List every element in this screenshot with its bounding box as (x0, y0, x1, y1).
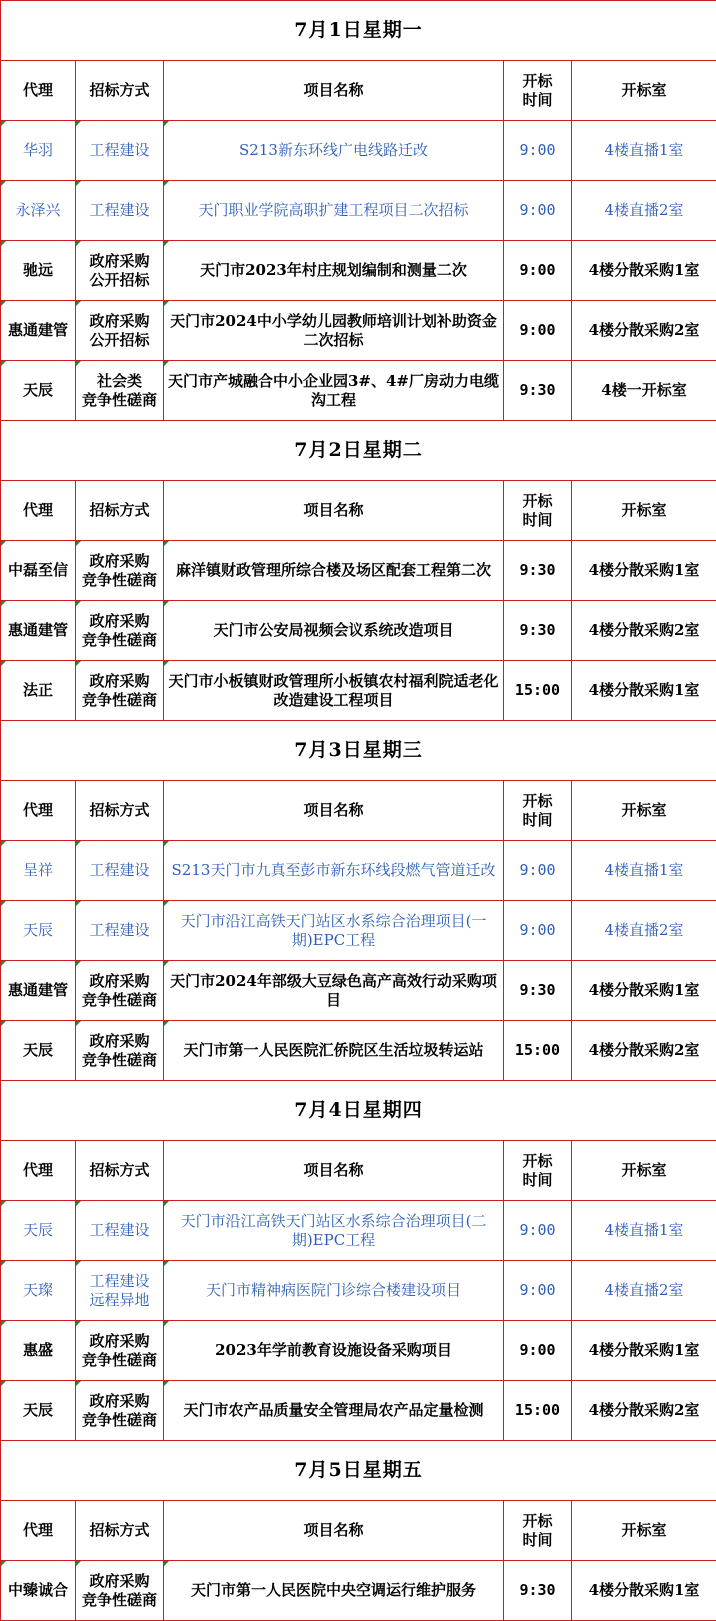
table-row (1, 181, 716, 241)
table-row (1, 601, 716, 661)
day-title: 7月5日星期五 (1, 1441, 716, 1501)
header-room: 开标室 (572, 781, 716, 841)
method-cell (76, 901, 164, 961)
time-cell: 9:00 (504, 181, 572, 241)
cell-line: 时间 (522, 510, 553, 529)
time-cell: 9:30 (504, 1561, 572, 1621)
method-cell (76, 1561, 164, 1621)
room-cell: 4楼直播1室 (572, 1201, 716, 1261)
time-cell: 9:00 (504, 841, 572, 901)
day-title-row (1, 1, 716, 61)
cell-corner-marker (76, 1381, 81, 1386)
cell-line: 工程建设 (89, 861, 150, 879)
cell-corner-marker (164, 1321, 169, 1326)
table-row (1, 1261, 716, 1321)
project-name-cell: 天门市第一人民医院汇侨院区生活垃圾转运站 (164, 1021, 504, 1081)
project-name-cell: 天门市2024中小学幼儿园教师培训计划补助资金二次招标 (164, 301, 504, 361)
time-cell: 9:00 (504, 1201, 572, 1261)
method-cell (76, 301, 164, 361)
header-time-lines (506, 1512, 569, 1550)
cell-corner-marker (76, 541, 81, 546)
room-cell: 4楼分散采购1室 (572, 661, 716, 721)
cell-corner-marker (76, 1021, 81, 1026)
header-project: 项目名称 (164, 61, 504, 121)
method-cell (76, 541, 164, 601)
header-method: 招标方式 (76, 1501, 164, 1561)
cell-corner-marker (76, 1321, 81, 1326)
cell-corner-marker (164, 1201, 169, 1206)
table-row (1, 901, 716, 961)
cell-line: 政府采购 (89, 1391, 150, 1410)
table-row (1, 1381, 716, 1441)
room-cell: 4楼一开标室 (572, 361, 716, 421)
method-cell-lines (78, 1032, 161, 1070)
method-cell (76, 661, 164, 721)
project-name-cell: 2023年学前教育设施设备采购项目 (164, 1321, 504, 1381)
cell-corner-marker (1, 1201, 6, 1206)
cell-corner-marker (76, 121, 81, 126)
header-room: 开标室 (572, 61, 716, 121)
cell-corner-marker (1, 601, 6, 606)
agent-cell: 惠通建管 (1, 301, 76, 361)
cell-corner-marker (76, 841, 81, 846)
method-cell (76, 241, 164, 301)
time-cell: 9:00 (504, 241, 572, 301)
agent-cell: 天辰 (1, 901, 76, 961)
cell-line: 时间 (522, 1530, 553, 1549)
table-row (1, 1561, 716, 1621)
cell-line: 开标 (522, 1511, 553, 1530)
cell-corner-marker (1, 661, 6, 666)
cell-corner-marker (164, 661, 169, 666)
header-time (504, 481, 572, 541)
cell-corner-marker (1, 181, 6, 186)
header-agent: 代理 (1, 1501, 76, 1561)
cell-line: 竞争性磋商 (81, 570, 157, 589)
cell-line: 政府采购 (89, 1031, 150, 1050)
cell-corner-marker (164, 1261, 169, 1266)
cell-line: 政府采购 (89, 1331, 150, 1350)
cell-corner-marker (1, 541, 6, 546)
method-cell (76, 961, 164, 1021)
time-cell: 9:00 (504, 1321, 572, 1381)
cell-corner-marker (164, 541, 169, 546)
cell-corner-marker (1, 1561, 6, 1566)
cell-corner-marker (1, 1381, 6, 1386)
cell-corner-marker (1, 1021, 6, 1026)
header-agent: 代理 (1, 781, 76, 841)
agent-cell: 天辰 (1, 1381, 76, 1441)
header-time (504, 1501, 572, 1561)
cell-line: 政府采购 (89, 971, 150, 990)
cell-line: 开标 (522, 491, 553, 510)
agent-cell: 天辰 (1, 1021, 76, 1081)
room-cell: 4楼直播2室 (572, 901, 716, 961)
day-title-row (1, 1441, 716, 1501)
agent-cell: 惠盛 (1, 1321, 76, 1381)
method-cell (76, 121, 164, 181)
table-row (1, 1021, 716, 1081)
header-project: 项目名称 (164, 1141, 504, 1201)
cell-line: 时间 (522, 810, 553, 829)
cell-corner-marker (1, 961, 6, 966)
cell-line: 竞争性磋商 (81, 1350, 157, 1369)
cell-line: 开标 (522, 791, 553, 810)
cell-corner-marker (1, 301, 6, 306)
header-time (504, 61, 572, 121)
cell-line: 政府采购 (89, 611, 150, 630)
day-title-row (1, 421, 716, 481)
project-name-cell: 天门市产城融合中小企业园3#、4#厂房动力电缆沟工程 (164, 361, 504, 421)
cell-corner-marker (1, 241, 6, 246)
cell-corner-marker (76, 361, 81, 366)
method-cell-lines (78, 141, 161, 160)
header-time-lines (506, 1152, 569, 1190)
cell-line: 工程建设 (89, 1271, 150, 1290)
method-cell-lines (78, 312, 161, 350)
cell-corner-marker (76, 961, 81, 966)
agent-cell: 永泽兴 (1, 181, 76, 241)
header-method: 招标方式 (76, 61, 164, 121)
day-title: 7月1日星期一 (1, 1, 716, 61)
cell-corner-marker (76, 181, 81, 186)
cell-corner-marker (76, 901, 81, 906)
agent-cell: 惠通建管 (1, 601, 76, 661)
cell-corner-marker (1, 1261, 6, 1266)
cell-corner-marker (164, 601, 169, 606)
cell-line: 竞争性磋商 (81, 390, 157, 409)
project-name-cell: 天门市小板镇财政管理所小板镇农村福利院适老化改造建设工程项目 (164, 661, 504, 721)
table-row (1, 1321, 716, 1381)
method-cell (76, 1261, 164, 1321)
header-time-lines (506, 492, 569, 530)
agent-cell: 法正 (1, 661, 76, 721)
header-method: 招标方式 (76, 1141, 164, 1201)
method-cell-lines (78, 612, 161, 650)
table-row (1, 1201, 716, 1261)
cell-line: 竞争性磋商 (81, 690, 157, 709)
method-cell-lines (78, 972, 161, 1010)
time-cell: 9:30 (504, 961, 572, 1021)
table-row (1, 661, 716, 721)
time-cell: 9:00 (504, 1261, 572, 1321)
cell-line: 竞争性磋商 (81, 1410, 157, 1429)
header-time (504, 1141, 572, 1201)
table-row (1, 121, 716, 181)
cell-line: 时间 (522, 1170, 553, 1189)
agent-cell: 天璨 (1, 1261, 76, 1321)
cell-corner-marker (164, 1381, 169, 1386)
cell-line: 政府采购 (89, 1571, 150, 1590)
table-row (1, 961, 716, 1021)
project-name-cell: S213新东环线广电线路迁改 (164, 121, 504, 181)
cell-corner-marker (164, 241, 169, 246)
project-name-cell: 天门市第一人民医院中央空调运行维护服务 (164, 1561, 504, 1621)
cell-corner-marker (164, 961, 169, 966)
method-cell (76, 841, 164, 901)
header-time-lines (506, 72, 569, 110)
header-time (504, 781, 572, 841)
time-cell: 9:00 (504, 121, 572, 181)
cell-line: 竞争性磋商 (81, 630, 157, 649)
method-cell-lines (78, 921, 161, 940)
cell-corner-marker (1, 121, 6, 126)
project-name-cell: 天门市沿江高铁天门站区水系综合治理项目(一期)EPC工程 (164, 901, 504, 961)
agent-cell: 中臻诚合 (1, 1561, 76, 1621)
method-cell-lines (78, 861, 161, 880)
agent-cell: 天辰 (1, 1201, 76, 1261)
cell-line: 开标 (522, 71, 553, 90)
method-cell-lines (78, 552, 161, 590)
column-header-row (1, 61, 716, 121)
day-title: 7月4日星期四 (1, 1081, 716, 1141)
cell-line: 开标 (522, 1151, 553, 1170)
column-header-row (1, 1501, 716, 1561)
room-cell: 4楼分散采购1室 (572, 961, 716, 1021)
cell-line: 政府采购 (89, 671, 150, 690)
time-cell: 9:30 (504, 541, 572, 601)
cell-line: 竞争性磋商 (81, 1050, 157, 1069)
agent-cell: 天辰 (1, 361, 76, 421)
room-cell: 4楼分散采购1室 (572, 1321, 716, 1381)
room-cell: 4楼分散采购2室 (572, 1381, 716, 1441)
cell-line: 工程建设 (89, 1221, 150, 1239)
column-header-row (1, 481, 716, 541)
cell-corner-marker (1, 1321, 6, 1326)
table-row (1, 241, 716, 301)
header-room: 开标室 (572, 1501, 716, 1561)
project-name-cell: 天门职业学院高职扩建工程项目二次招标 (164, 181, 504, 241)
cell-corner-marker (76, 301, 81, 306)
method-cell (76, 601, 164, 661)
cell-line: 政府采购 (89, 251, 150, 270)
cell-corner-marker (164, 361, 169, 366)
header-agent: 代理 (1, 61, 76, 121)
method-cell (76, 1201, 164, 1261)
header-room: 开标室 (572, 1141, 716, 1201)
day-title: 7月2日星期二 (1, 421, 716, 481)
project-name-cell: 天门市沿江高铁天门站区水系综合治理项目(二期)EPC工程 (164, 1201, 504, 1261)
header-method: 招标方式 (76, 481, 164, 541)
header-time-lines (506, 792, 569, 830)
room-cell: 4楼分散采购1室 (572, 1561, 716, 1621)
cell-corner-marker (76, 661, 81, 666)
cell-line: 政府采购 (89, 551, 150, 570)
header-method: 招标方式 (76, 781, 164, 841)
time-cell: 9:00 (504, 901, 572, 961)
header-project: 项目名称 (164, 781, 504, 841)
method-cell-lines (78, 252, 161, 290)
method-cell-lines (78, 1272, 161, 1310)
column-header-row (1, 1141, 716, 1201)
cell-corner-marker (76, 241, 81, 246)
header-agent: 代理 (1, 1141, 76, 1201)
cell-line: 时间 (522, 90, 553, 109)
header-room: 开标室 (572, 481, 716, 541)
cell-corner-marker (164, 1561, 169, 1566)
cell-corner-marker (164, 121, 169, 126)
room-cell: 4楼直播1室 (572, 121, 716, 181)
header-agent: 代理 (1, 481, 76, 541)
project-name-cell: 天门市2023年村庄规划编制和测量二次 (164, 241, 504, 301)
cell-corner-marker (76, 601, 81, 606)
agent-cell: 呈祥 (1, 841, 76, 901)
time-cell: 9:30 (504, 361, 572, 421)
method-cell (76, 361, 164, 421)
cell-corner-marker (164, 901, 169, 906)
method-cell-lines (78, 1332, 161, 1370)
method-cell-lines (78, 1221, 161, 1240)
room-cell: 4楼分散采购2室 (572, 301, 716, 361)
cell-corner-marker (1, 361, 6, 366)
cell-corner-marker (1, 901, 6, 906)
cell-corner-marker (76, 1561, 81, 1566)
room-cell: 4楼直播2室 (572, 181, 716, 241)
method-cell-lines (78, 672, 161, 710)
cell-corner-marker (164, 301, 169, 306)
method-cell-lines (78, 1572, 161, 1610)
method-cell (76, 1381, 164, 1441)
room-cell: 4楼分散采购2室 (572, 601, 716, 661)
table-row (1, 841, 716, 901)
method-cell (76, 181, 164, 241)
project-name-cell: 天门市精神病医院门诊综合楼建设项目 (164, 1261, 504, 1321)
day-title: 7月3日星期三 (1, 721, 716, 781)
cell-line: 政府采购 (89, 311, 150, 330)
cell-line: 工程建设 (89, 141, 150, 159)
room-cell: 4楼直播2室 (572, 1261, 716, 1321)
project-name-cell: 天门市公安局视频会议系统改造项目 (164, 601, 504, 661)
project-name-cell: S213天门市九真至彭市新东环线段燃气管道迁改 (164, 841, 504, 901)
time-cell: 15:00 (504, 1381, 572, 1441)
cell-line: 竞争性磋商 (81, 1590, 157, 1609)
header-project: 项目名称 (164, 481, 504, 541)
room-cell: 4楼分散采购2室 (572, 1021, 716, 1081)
day-title-row (1, 1081, 716, 1141)
room-cell: 4楼分散采购1室 (572, 541, 716, 601)
cell-line: 社会类 (96, 371, 142, 390)
method-cell (76, 1321, 164, 1381)
agent-cell: 中磊至信 (1, 541, 76, 601)
cell-line: 公开招标 (89, 270, 150, 289)
agent-cell: 驰远 (1, 241, 76, 301)
cell-corner-marker (164, 1021, 169, 1026)
cell-corner-marker (164, 181, 169, 186)
table-row (1, 361, 716, 421)
table-row (1, 301, 716, 361)
cell-line: 竞争性磋商 (81, 990, 157, 1009)
header-project: 项目名称 (164, 1501, 504, 1561)
method-cell-lines (78, 1392, 161, 1430)
cell-line: 工程建设 (89, 921, 150, 939)
table-row (1, 541, 716, 601)
cell-corner-marker (1, 841, 6, 846)
project-name-cell: 麻洋镇财政管理所综合楼及场区配套工程第二次 (164, 541, 504, 601)
method-cell-lines (78, 201, 161, 220)
room-cell: 4楼直播1室 (572, 841, 716, 901)
method-cell-lines (78, 372, 161, 410)
method-cell (76, 1021, 164, 1081)
agent-cell: 惠通建管 (1, 961, 76, 1021)
cell-corner-marker (164, 841, 169, 846)
room-cell: 4楼分散采购1室 (572, 241, 716, 301)
cell-corner-marker (76, 1261, 81, 1266)
column-header-row (1, 781, 716, 841)
cell-line: 公开招标 (89, 330, 150, 349)
cell-line: 工程建设 (89, 201, 150, 219)
time-cell: 9:00 (504, 301, 572, 361)
project-name-cell: 天门市2024年部级大豆绿色高产高效行动采购项目 (164, 961, 504, 1021)
day-title-row (1, 721, 716, 781)
project-name-cell: 天门市农产品质量安全管理局农产品定量检测 (164, 1381, 504, 1441)
cell-corner-marker (76, 1201, 81, 1206)
time-cell: 9:30 (504, 601, 572, 661)
agent-cell: 华羽 (1, 121, 76, 181)
time-cell: 15:00 (504, 661, 572, 721)
time-cell: 15:00 (504, 1021, 572, 1081)
cell-line: 远程异地 (89, 1290, 150, 1309)
